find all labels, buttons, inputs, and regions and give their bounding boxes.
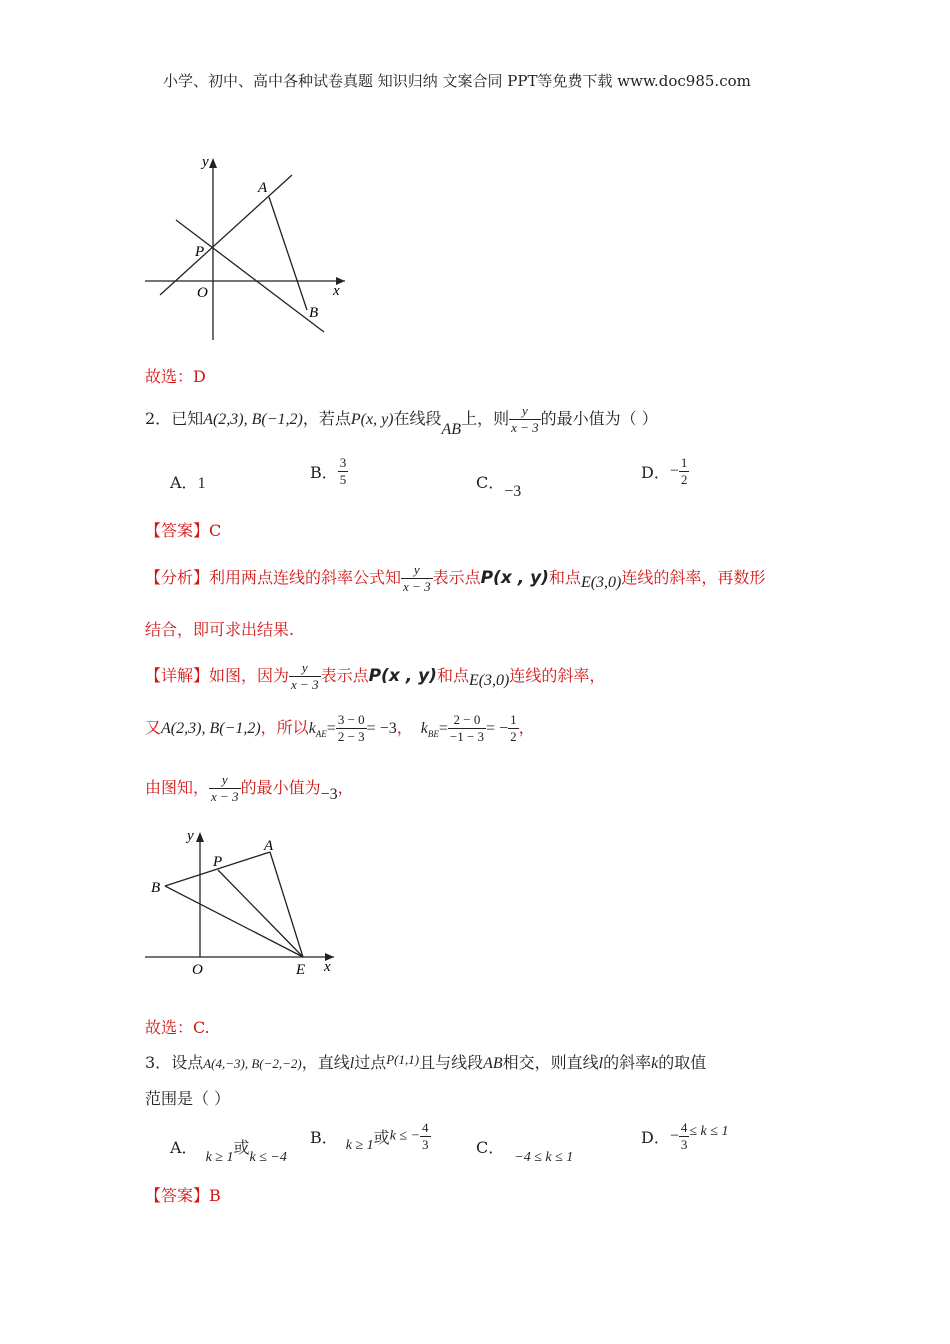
line-through-p xyxy=(160,175,292,295)
fig2-y-axis-arrow xyxy=(196,832,204,842)
q3-text-1: 设点 xyxy=(171,1053,204,1072)
q3-line-l-2: l xyxy=(598,1055,604,1072)
q2-option-d-den: 2 xyxy=(680,472,688,487)
q3-option-c xyxy=(476,1135,574,1165)
q3-option-d-den: 3 xyxy=(680,1137,688,1152)
q3-text-2: ，直线 xyxy=(301,1053,350,1072)
q3-point-p: P(1,1) xyxy=(386,1052,420,1067)
q3-text-5: 相交，则直线 xyxy=(502,1053,599,1072)
q2-detail-text-3: 和点 xyxy=(436,666,469,685)
q2-option-d xyxy=(641,455,689,488)
q2-detail-text-2: 表示点 xyxy=(320,666,369,685)
q2-detail-line2-text-a: 又 xyxy=(145,718,162,737)
q3-text-7: 的取值 xyxy=(658,1053,707,1072)
q2-option-a-label: A． xyxy=(170,473,198,492)
q2-k-be-value-den: 2 xyxy=(510,729,517,744)
q2-detail-line3-value: −3 xyxy=(320,786,338,803)
q2-option-b-frac xyxy=(338,455,349,488)
fig2-y-label: y xyxy=(187,828,194,844)
fig2-segment-ae xyxy=(270,852,303,957)
q2-detail-line3-frac-den: x − 3 xyxy=(211,789,239,804)
q1-choice: 故选：D xyxy=(145,367,206,386)
q2-detail-line-3 xyxy=(145,772,354,805)
q2-k-be-frac xyxy=(448,712,486,745)
q3-option-b xyxy=(310,1120,431,1153)
q3-text-3: 过点 xyxy=(354,1053,387,1072)
fig2-x-label: x xyxy=(324,959,331,975)
q2-answer-tag: 【答案】 xyxy=(145,521,210,540)
q2-analysis-text-3: 和点 xyxy=(548,568,581,587)
q2-analysis-frac-num: y xyxy=(413,562,420,577)
q2-detail-line3-frac xyxy=(209,772,241,805)
q2-analysis-frac xyxy=(401,562,433,595)
fig1-x-label: x xyxy=(333,283,340,299)
q3-stem-line-2: 范围是（ ） xyxy=(145,1089,231,1108)
q3-option-d-label: D． xyxy=(641,1128,670,1147)
q2-frac-num: y xyxy=(521,403,528,418)
fig2-segment-be xyxy=(165,886,303,957)
q3-line-l: l xyxy=(349,1055,355,1072)
q3-k: k xyxy=(651,1055,659,1072)
fig1-p-label: P xyxy=(195,244,205,260)
q2-analysis xyxy=(145,562,765,595)
q3-answer-tag: 【答案】 xyxy=(145,1186,210,1205)
q3-option-c-value: −4 ≤ k ≤ 1 xyxy=(514,1150,574,1165)
q2-analysis-text-4: 连线的斜率，再数形 xyxy=(621,568,766,587)
q2-answer xyxy=(145,518,221,541)
fig2-b-label: B xyxy=(151,880,161,896)
q2-k-ae-equals: = xyxy=(326,720,336,737)
q2-k-ae xyxy=(308,720,327,740)
q2-segment-ab: AB xyxy=(441,421,462,438)
q2-k-be-value-frac xyxy=(508,712,519,745)
q2-option-b-label: B． xyxy=(310,463,338,482)
segment-ab xyxy=(269,197,307,310)
q3-option-d-sign: − xyxy=(669,1127,679,1145)
q2-stem xyxy=(145,403,658,436)
q2-option-d-num: 1 xyxy=(680,455,688,470)
q2-number: 2． xyxy=(145,409,172,428)
q2-k-be-value-num: 1 xyxy=(510,712,517,727)
q2-detail-frac-den: x − 3 xyxy=(291,677,319,692)
fig1-y-label: y xyxy=(202,154,209,170)
q2-detail-frac-num: y xyxy=(301,660,308,675)
q2-detail-tag: 【详解】 xyxy=(145,666,210,685)
q2-detail-line3-end: ， xyxy=(337,778,354,797)
q2-analysis-frac-den: x − 3 xyxy=(403,579,431,594)
q2-detail-line3-text-b: 的最小值为 xyxy=(240,778,321,797)
q2-detail-point-p: P(x , y) xyxy=(368,666,437,686)
q2-frac-den: x − 3 xyxy=(511,420,539,435)
q3-option-d-rest: ≤ k ≤ 1 xyxy=(689,1124,729,1139)
q2-analysis-tag: 【分析】 xyxy=(145,568,210,587)
q2-detail-point-e: E(3,0) xyxy=(468,672,510,689)
q2-option-a-value: 1 xyxy=(197,475,206,492)
q3-option-b-frac xyxy=(420,1120,431,1153)
q2-text-3: 在线段 xyxy=(393,409,442,428)
q3-option-b-label: B． xyxy=(310,1128,338,1147)
q3-option-a xyxy=(170,1135,287,1165)
q2-option-a xyxy=(170,470,206,493)
q2-option-c xyxy=(476,470,522,500)
q2-detail-line3-frac-num: y xyxy=(221,772,228,787)
q2-option-c-label: C． xyxy=(476,473,505,492)
q2-detail-comma-2: ， xyxy=(518,718,535,737)
q3-option-a-or: 或 xyxy=(233,1138,250,1157)
q2-option-d-frac xyxy=(679,455,690,488)
q3-answer xyxy=(145,1183,221,1206)
q2-k-ae-num: 3 − 0 xyxy=(337,712,365,727)
q3-answer-value: B xyxy=(209,1186,221,1205)
q2-k-ae-subscript: AE xyxy=(315,729,327,740)
q2-k-ae-value: = −3 xyxy=(366,720,397,737)
q2-k-be-subscript: BE xyxy=(427,729,439,740)
q2-detail-comma: ， xyxy=(396,718,413,737)
q2-text-1: 已知 xyxy=(171,409,204,428)
q2-detail-line2-points: A(2,3), B(−1,2) xyxy=(161,720,261,737)
q2-k-ae-frac xyxy=(336,712,367,745)
page-header: 小学、初中、高中各种试卷真题 知识归纳 文案合同 PPT等免费下载 www.doc985.com xyxy=(163,72,751,90)
q3-points: A(4,−3), B(−2,−2) xyxy=(203,1056,302,1071)
q3-option-d-frac xyxy=(679,1120,690,1153)
q2-fraction xyxy=(509,403,541,436)
q2-k-be-den: −1 − 3 xyxy=(449,729,485,744)
q2-analysis-text-1: 利用两点连线的斜率公式知 xyxy=(209,568,402,587)
q2-points: A(2,3), B(−1,2) xyxy=(203,411,303,428)
q3-option-b-num: 4 xyxy=(422,1120,429,1135)
q2-k-be xyxy=(420,720,439,740)
q2-detail-line-2 xyxy=(145,712,535,745)
q2-text-5: 的最小值为（ ） xyxy=(540,409,658,428)
y-axis-arrow xyxy=(209,158,217,168)
q2-option-d-sign: − xyxy=(669,462,679,480)
q2-k-be-equals: = xyxy=(438,720,448,737)
q3-option-d-num: 4 xyxy=(680,1120,688,1135)
q3-text-4: 且与线段 xyxy=(419,1053,484,1072)
q2-analysis-point-p: P(x , y) xyxy=(480,568,549,588)
q2-answer-value: C xyxy=(209,521,222,540)
q2-detail-text-1: 如图，因为 xyxy=(209,666,290,685)
q3-text-6: 的斜率 xyxy=(603,1053,652,1072)
fig2-p-label: P xyxy=(213,854,223,870)
line-pb xyxy=(176,220,324,332)
q2-k-ae-symbol: k xyxy=(308,720,316,737)
q2-choice: 故选：C. xyxy=(145,1018,210,1037)
q2-text-4: 上，则 xyxy=(461,409,510,428)
q3-option-b-part-2: k ≤ − xyxy=(389,1128,421,1144)
fig1-b-label: B xyxy=(309,305,319,321)
q2-option-d-label: D． xyxy=(641,463,670,482)
q2-detail-line2-text-b: ，所以 xyxy=(260,718,309,737)
q2-analysis-point-e: E(3,0) xyxy=(580,574,622,591)
figure-1 xyxy=(140,150,360,345)
q2-k-be-symbol: k xyxy=(420,720,428,737)
q2-analysis-line-2: 结合，即可求出结果. xyxy=(145,620,295,639)
q2-option-c-value: −3 xyxy=(504,483,522,500)
fig1-a-label: A xyxy=(258,180,268,196)
fig2-o-label: O xyxy=(192,962,203,978)
q2-point-p: P(x, y) xyxy=(350,411,394,428)
q2-k-ae-den: 2 − 3 xyxy=(337,729,365,744)
q2-option-b-den: 5 xyxy=(339,472,347,487)
q3-option-a-part-2: k ≤ −4 xyxy=(249,1150,287,1165)
q3-option-a-label: A． xyxy=(170,1138,198,1157)
q2-detail-frac xyxy=(289,660,321,693)
q3-option-a-part-1: k ≥ 1 xyxy=(205,1150,234,1165)
q2-detail-text-4: 连线的斜率， xyxy=(509,666,606,685)
q2-k-be-value-sign: = − xyxy=(486,720,509,737)
q3-option-b-or: 或 xyxy=(373,1128,390,1147)
q3-stem xyxy=(145,1050,706,1073)
q3-option-c-label: C． xyxy=(476,1138,505,1157)
q2-k-be-num: 2 − 0 xyxy=(453,712,481,727)
q2-text-2: ，若点 xyxy=(302,409,351,428)
q2-analysis-text-2: 表示点 xyxy=(432,568,481,587)
q3-segment-ab: AB xyxy=(483,1055,503,1072)
figure-2 xyxy=(140,826,340,986)
q3-option-b-den: 3 xyxy=(422,1137,429,1152)
fig1-o-label: O xyxy=(197,285,208,301)
q3-option-d xyxy=(641,1120,728,1153)
fig2-e-label: E xyxy=(296,962,306,978)
q2-detail-line3-text-a: 由图知， xyxy=(145,778,210,797)
q2-option-b-num: 3 xyxy=(339,455,347,470)
q3-option-b-part-1: k ≥ 1 xyxy=(345,1138,374,1153)
q2-option-b xyxy=(310,455,348,488)
q3-number: 3． xyxy=(145,1053,172,1072)
q2-detail-line-1 xyxy=(145,660,605,693)
fig2-a-label: A xyxy=(264,838,274,854)
fig2-segment-pe xyxy=(218,870,303,957)
